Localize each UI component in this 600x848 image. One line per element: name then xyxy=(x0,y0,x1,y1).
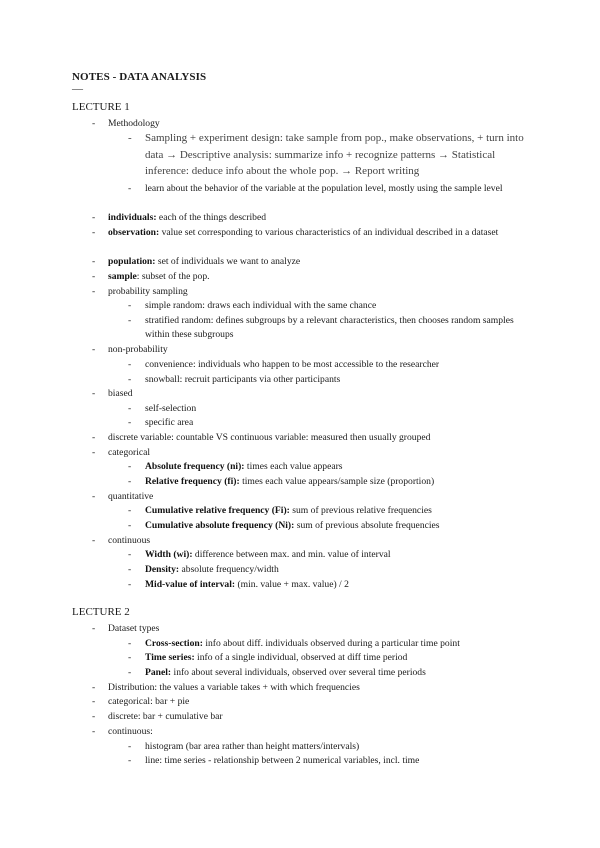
item-text: continuous xyxy=(108,535,151,546)
term: Cumulative relative frequency (Fi): xyxy=(145,505,290,516)
item-text: categorical: bar + pie xyxy=(108,696,190,707)
item-text: biased xyxy=(108,388,133,399)
term: Width (wi): xyxy=(145,549,193,560)
bullet-dash: - xyxy=(92,227,96,238)
item-text xyxy=(145,563,525,577)
definition: absolute frequency/width xyxy=(179,564,279,575)
item-text: Dataset types xyxy=(108,623,160,634)
definition: sum of previous relative frequencies xyxy=(289,505,432,516)
item-text xyxy=(145,504,525,518)
item-text xyxy=(145,475,525,489)
item-text: specific area xyxy=(145,417,194,428)
item-text: Distribution: the values a variable takes + with which frequencies xyxy=(108,682,360,693)
item-text xyxy=(108,226,536,240)
bullet-dash: - xyxy=(128,476,132,487)
item-text: discrete variable: countable VS continuous variable: measured then usually grouped xyxy=(108,432,431,443)
term: Panel: xyxy=(145,667,172,678)
item-text: quantitative xyxy=(108,491,154,502)
item-text xyxy=(145,578,525,592)
definition: info about several individuals, observed over several time periods xyxy=(171,667,426,678)
bullet-dash: - xyxy=(92,711,96,722)
bullet-dash: - xyxy=(128,417,132,428)
term: Time series: xyxy=(145,652,195,663)
bullet-dash: - xyxy=(128,403,132,414)
bullet-dash: - xyxy=(92,432,96,443)
item-text: line: time series - relationship between 2 numerical variables, incl. time xyxy=(145,755,420,766)
bullet-dash: - xyxy=(92,447,96,458)
item-text: probability sampling xyxy=(108,286,188,297)
item-text: snowball: recruit participants via other participants xyxy=(145,374,341,385)
bullet-dash: - xyxy=(128,564,132,575)
term: population: xyxy=(108,256,156,267)
bullet-dash: - xyxy=(128,505,132,516)
item-text: categorical xyxy=(108,447,151,458)
bullet-dash: - xyxy=(92,118,96,129)
term: sample xyxy=(108,271,137,282)
bullet-dash: - xyxy=(128,315,132,326)
document-title: NOTES - DATA ANALYSIS xyxy=(72,71,207,83)
bullet-dash: - xyxy=(92,682,96,693)
bullet-dash: - xyxy=(128,461,132,472)
definition: each of the things described xyxy=(156,212,267,223)
bullet-dash: - xyxy=(92,271,96,282)
bullet-dash: - xyxy=(128,652,132,663)
item-text xyxy=(145,651,525,665)
item-text: Sampling + experiment design: take sample from pop., make observations, + turn into data → Descriptive analysis: summarize info + recognize patterns → Statistical inference: deduce info about the whole pop. → Report writing xyxy=(145,132,524,177)
bullet-dash: - xyxy=(128,132,132,144)
item-text xyxy=(145,460,525,474)
bullet-dash: - xyxy=(92,212,96,223)
bullet-dash: - xyxy=(92,344,96,355)
definition: : subset of the pop. xyxy=(136,271,210,282)
definition: times each value appears xyxy=(244,461,343,472)
term: observation: xyxy=(108,227,160,238)
definition: info about diff. individuals observed during a particular time point xyxy=(202,638,460,649)
item-text xyxy=(145,548,525,562)
bullet-dash: - xyxy=(128,183,132,194)
item-text xyxy=(145,666,525,680)
bullet-dash: - xyxy=(92,286,96,297)
bullet-dash: - xyxy=(92,388,96,399)
lecture-1-heading: LECTURE 1 xyxy=(72,101,130,113)
item-text xyxy=(145,637,525,651)
item-text: stratified random: defines subgroups by a relevant characteristics, then chooses random samples within these subgroups xyxy=(145,315,514,341)
definition: value set corresponding to various characteristics of an individual described in a dataset xyxy=(159,227,499,238)
bullet-dash: - xyxy=(128,374,132,385)
item-text: Methodology xyxy=(108,118,160,129)
bullet-dash: - xyxy=(128,638,132,649)
item-text xyxy=(108,255,536,269)
definition: set of individuals we want to analyze xyxy=(155,256,301,267)
lecture-2-heading: LECTURE 2 xyxy=(72,606,130,618)
item-text: discrete: bar + cumulative bar xyxy=(108,711,223,722)
definition: times each value appears/sample size (proportion) xyxy=(239,476,435,487)
item-text: continuous: xyxy=(108,726,153,737)
title-rule: — xyxy=(72,83,83,95)
bullet-dash: - xyxy=(128,741,132,752)
term: Mid-value of interval: xyxy=(145,579,236,590)
bullet-dash: - xyxy=(92,623,96,634)
term: Cumulative absolute frequency (Ni): xyxy=(145,520,295,531)
bullet-dash: - xyxy=(128,579,132,590)
bullet-dash: - xyxy=(128,359,132,370)
term: individuals: xyxy=(108,212,157,223)
bullet-dash: - xyxy=(128,520,132,531)
bullet-dash: - xyxy=(92,726,96,737)
definition: (min. value + max. value) / 2 xyxy=(235,579,349,590)
term: Relative frequency (fi): xyxy=(145,476,240,487)
bullet-dash: - xyxy=(92,696,96,707)
bullet-dash: - xyxy=(92,535,96,546)
item-text xyxy=(108,270,536,284)
item-text: simple random: draws each individual with the same chance xyxy=(145,300,377,311)
item-text xyxy=(145,519,525,533)
term: Density: xyxy=(145,564,180,575)
item-text: learn about the behavior of the variable at the population level, mostly using the sample level xyxy=(145,183,503,194)
term: Absolute frequency (ni): xyxy=(145,461,245,472)
item-text xyxy=(108,211,536,225)
definition: info of a single individual, observed at diff time period xyxy=(194,652,408,663)
item-text: non-probability xyxy=(108,344,168,355)
bullet-dash: - xyxy=(128,667,132,678)
bullet-dash: - xyxy=(92,256,96,267)
definition: sum of previous absolute frequencies xyxy=(294,520,440,531)
item-text: self-selection xyxy=(145,403,197,414)
item-text: convenience: individuals who happen to be most accessible to the researcher xyxy=(145,359,440,370)
bullet-dash: - xyxy=(92,491,96,502)
bullet-dash: - xyxy=(128,549,132,560)
definition: difference between max. and min. value of interval xyxy=(192,549,391,560)
term: Cross-section: xyxy=(145,638,203,649)
bullet-dash: - xyxy=(128,300,132,311)
item-text: histogram (bar area rather than height matters/intervals) xyxy=(145,741,360,752)
bullet-dash: - xyxy=(128,755,132,766)
